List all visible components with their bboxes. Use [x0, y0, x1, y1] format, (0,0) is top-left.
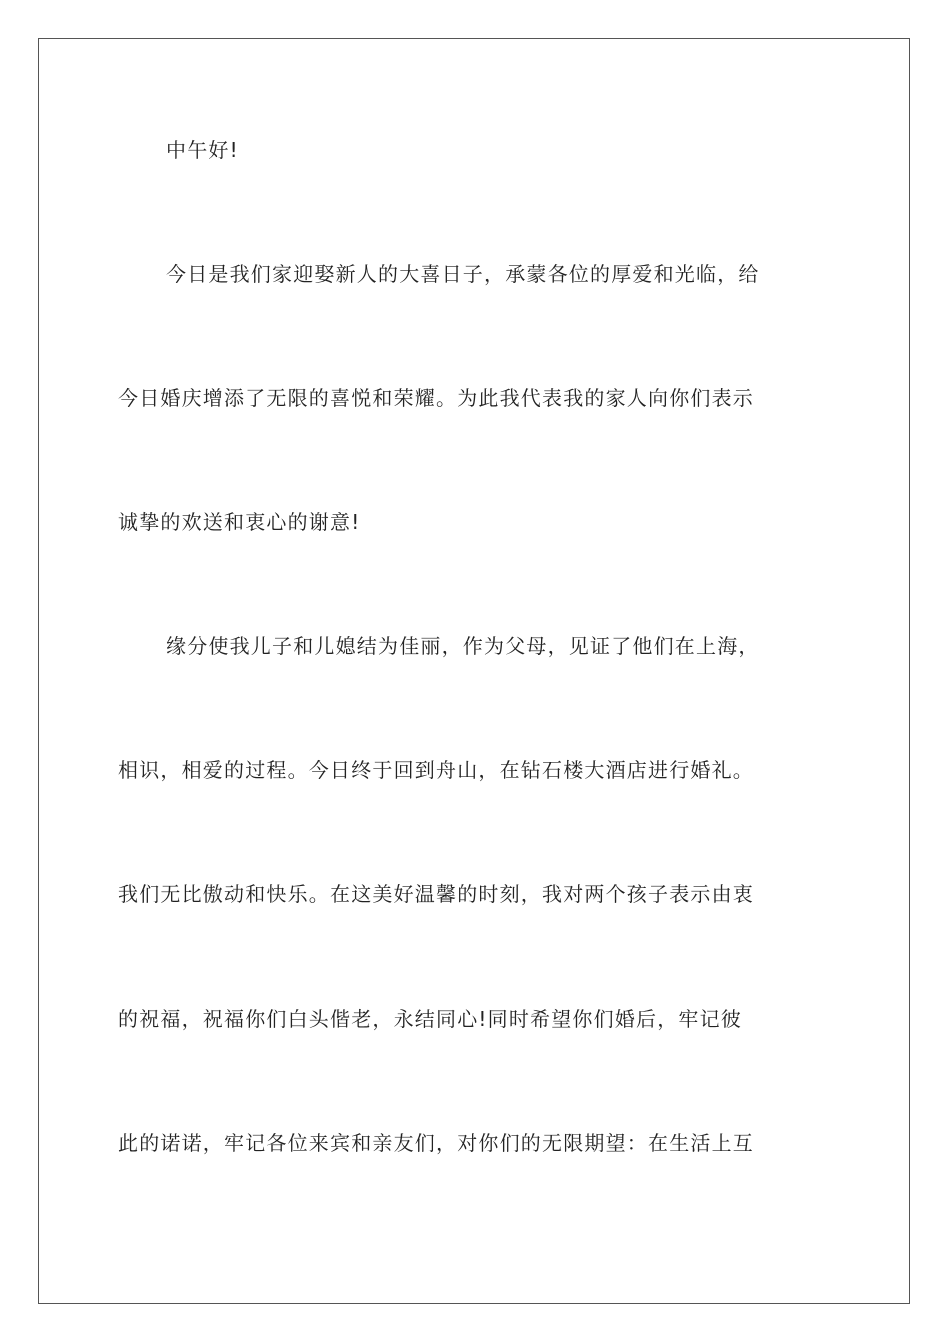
paragraph-line: 此的诺诺，牢记各位来宾和亲友们，对你们的无限期望：在生活上互 [118, 1131, 754, 1155]
greeting-line: 中午好! [166, 138, 239, 162]
paragraph-line: 我们无比傲动和快乐。在这美好温馨的时刻，我对两个孩子表示由衷 [118, 882, 754, 906]
paragraph-line: 诚挚的欢送和衷心的谢意! [118, 510, 361, 534]
paragraph-line: 缘分使我儿子和儿媳结为佳丽，作为父母，见证了他们在上海， [166, 634, 760, 658]
page-border [38, 38, 910, 1304]
paragraph-line: 相识，相爱的过程。今日终于回到舟山，在钻石楼大酒店进行婚礼。 [118, 758, 754, 782]
paragraph-line: 今日是我们家迎娶新人的大喜日子，承蒙各位的厚爱和光临，给 [166, 262, 760, 286]
paragraph-line: 的祝福，祝福你们白头偕老，永结同心!同时希望你们婚后，牢记彼 [118, 1007, 743, 1031]
paragraph-line: 今日婚庆增添了无限的喜悦和荣耀。为此我代表我的家人向你们表示 [118, 386, 754, 410]
